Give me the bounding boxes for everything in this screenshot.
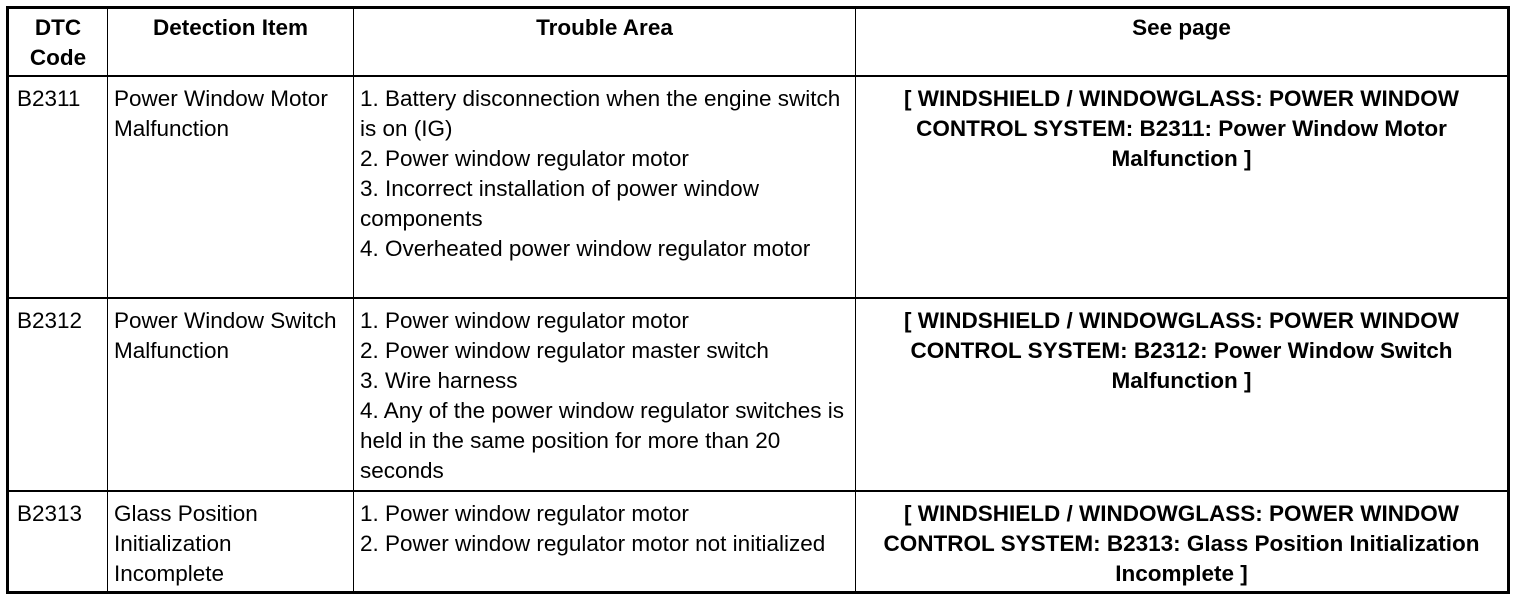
trouble-area-item: 2. Power window regulator motor — [360, 146, 689, 171]
table-header-row — [8, 8, 1509, 77]
trouble-area-item: 2. Power window regulator master switch — [360, 338, 769, 363]
trouble-area-item: 3. Incorrect installation of power window components — [360, 176, 759, 231]
header-see-page: See page — [856, 8, 1509, 77]
detection-item-cell: Power Window Motor Malfunction — [108, 76, 354, 298]
trouble-area-item: 1. Power window regulator motor — [360, 308, 689, 333]
trouble-area-item: 3. Wire harness — [360, 368, 518, 393]
dtc-code-cell: B2311 — [8, 76, 108, 298]
trouble-area-item: 1. Power window regulator motor — [360, 501, 689, 526]
header-dtc-code — [8, 8, 108, 77]
trouble-area-item: 1. Battery disconnection when the engine switch is on (IG) — [360, 86, 841, 141]
header-detection-item: Detection Item — [108, 8, 354, 77]
dtc-table-container — [6, 6, 1510, 594]
header-dtc-code-line2: Code — [29, 45, 87, 70]
trouble-area-cell — [354, 491, 856, 592]
trouble-area-item: 4. Any of the power window regulator switches is held in the same position for more than 20 seconds — [360, 398, 844, 483]
see-page-link[interactable]: [ WINDSHIELD / WINDOWGLASS: POWER WINDOW CONTROL SYSTEM: B2311: Power Window Motor Malfunction ] — [856, 76, 1509, 298]
trouble-area-cell — [354, 298, 856, 491]
trouble-area-item: 4. Overheated power window regulator motor — [360, 236, 811, 261]
dtc-code-cell: B2312 — [8, 298, 108, 491]
table-row — [8, 491, 1509, 592]
dtc-table — [6, 6, 1510, 594]
table-row — [8, 298, 1509, 491]
detection-item-cell: Power Window Switch Malfunction — [108, 298, 354, 491]
trouble-area-cell — [354, 76, 856, 298]
dtc-code-cell: B2313 — [8, 491, 108, 592]
see-page-link[interactable]: [ WINDSHIELD / WINDOWGLASS: POWER WINDOW CONTROL SYSTEM: B2312: Power Window Switch Malfunction ] — [856, 298, 1509, 491]
trouble-area-item: 2. Power window regulator motor not initialized — [360, 531, 826, 556]
detection-item-cell: Glass Position Initialization Incomplete — [108, 491, 354, 592]
header-dtc-code-line1: DTC — [34, 15, 82, 40]
header-trouble-area: Trouble Area — [354, 8, 856, 77]
see-page-link[interactable]: [ WINDSHIELD / WINDOWGLASS: POWER WINDOW CONTROL SYSTEM: B2313: Glass Position Initialization Incomplete ] — [856, 491, 1509, 592]
table-row — [8, 76, 1509, 298]
